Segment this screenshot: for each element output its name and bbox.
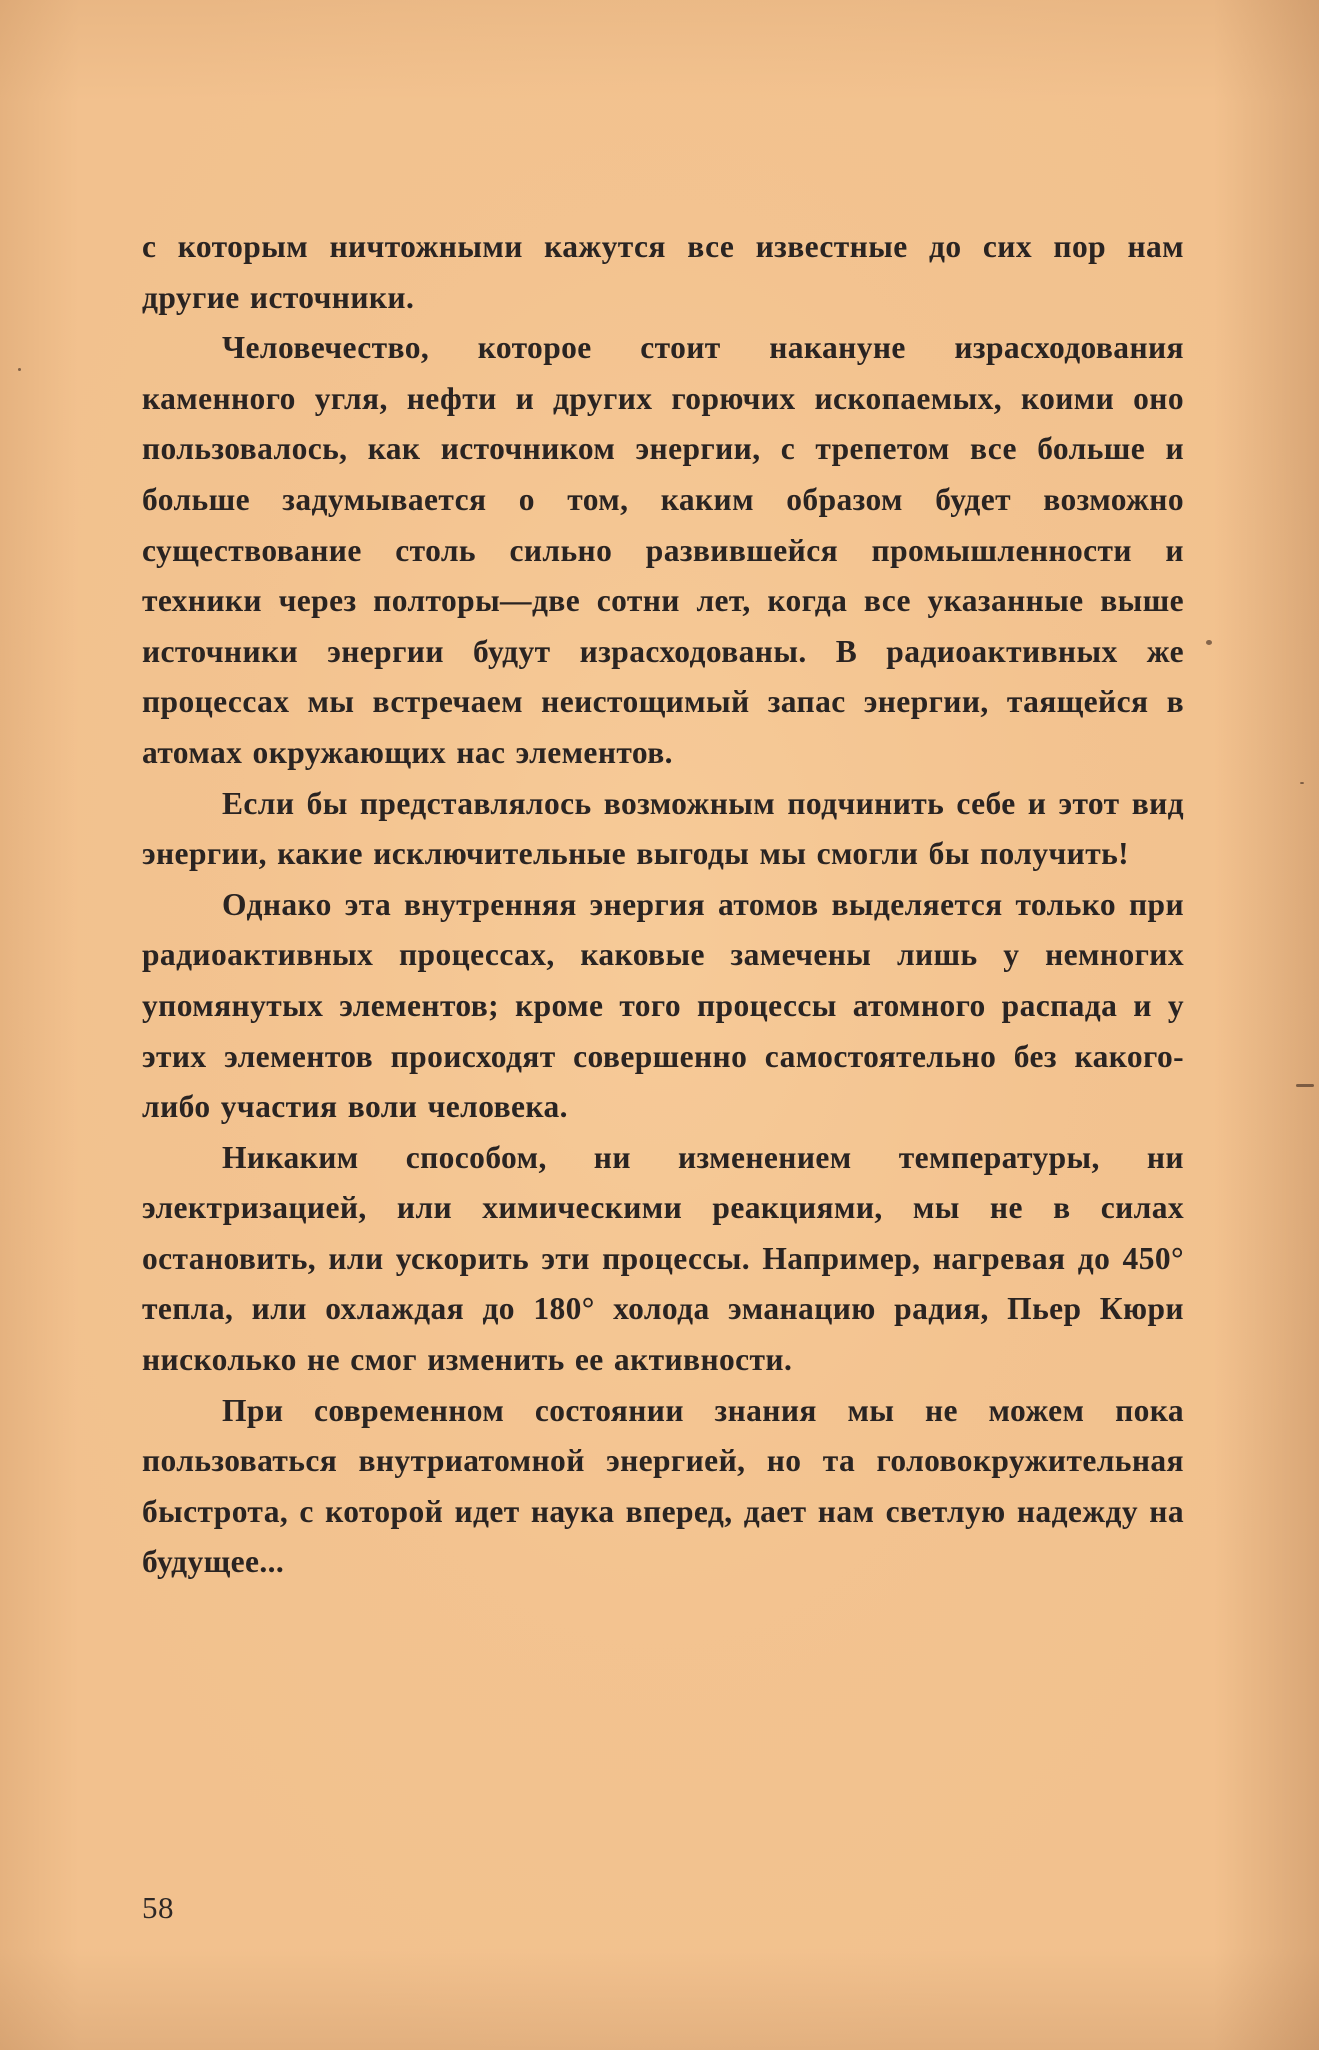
ink-speck — [18, 368, 21, 371]
paragraph-3: Если бы представлялось возможным подчинить себе и этот вид энергии, какие исключительные выгоды мы смогли бы получить! — [142, 785, 1184, 872]
paragraph-4: Однако эта внутренняя энергия атомов выделяется только при радиоактивных процессах, каковые замечены лишь у немногих упомянутых элементов; кроме того процессы атомного распада и у этих элементов происходят совершенно самостоятельно без какого-либо участия воли человека. — [142, 886, 1184, 1125]
paragraph-1: с которым ничтожными кажутся все известные до сих пор нам другие источники. — [142, 229, 1184, 315]
body-text — [142, 222, 1184, 1588]
paragraph-6: При современном состоянии знания мы не можем пока пользоваться внутриатомной энергией, но та головокружительная быстрота, с которой идет наука вперед, дает нам светлую надежду на будущее... — [142, 1392, 1184, 1580]
page-number: 58 — [142, 1890, 174, 1925]
ink-speck — [1206, 640, 1212, 645]
ink-speck — [1300, 782, 1304, 784]
paragraph-2: Человечество, которое стоит накануне израсходования каменного угля, нефти и других горючих ископаемых, коими оно пользовалось, как источником энергии, с трепетом все больше и больше задумывается о том, каким образом будет возможно существование столь сильно развившейся промышленности и техники через полторы—две сотни лет, когда все указанные выше источники энергии будут израсходованы. В радиоактивных же процессах мы встречаем неистощимый запас энергии, таящейся в атомах окружающих нас элементов. — [142, 330, 1184, 770]
ink-speck — [1296, 1084, 1314, 1087]
paragraph-5: Никаким способом, ни изменением температуры, ни электризацией, или химическими реакциями, мы не в силах остановить, или ускорить эти процессы. Например, нагревая до 450° тепла, или охлаждая до 180° холода эманацию радия, Пьер Кюри нисколько не смог изменить ее активности. — [142, 1139, 1184, 1378]
